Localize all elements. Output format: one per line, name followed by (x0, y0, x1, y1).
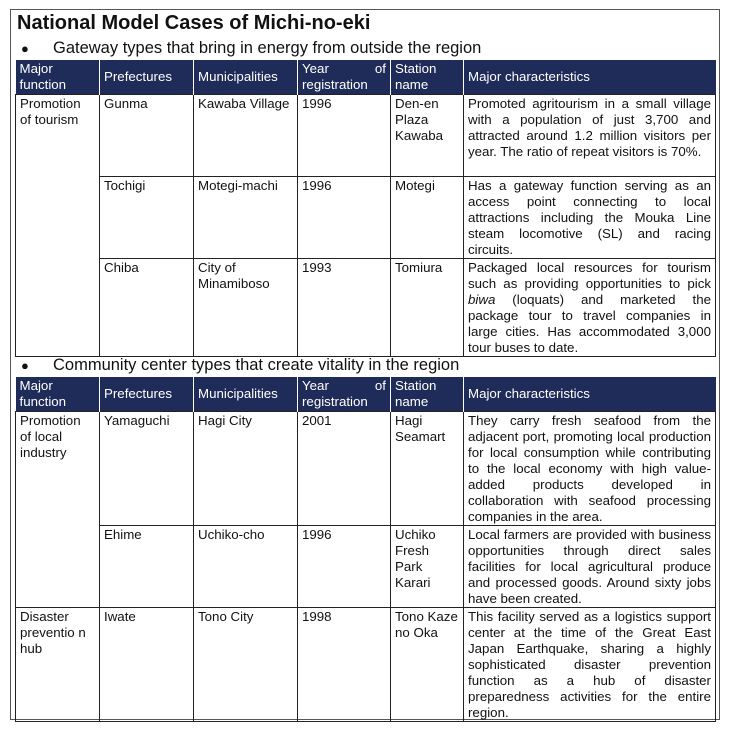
section-heading-text: Gateway types that bring in energy from outside the region (53, 39, 482, 57)
header-year-word: Year (302, 61, 329, 76)
cell-station: Den-en Plaza Kawaba (391, 95, 464, 177)
header-municipalities: Municipalities (194, 377, 298, 412)
bullet-icon: ● (21, 358, 29, 373)
header-year-of: of (374, 378, 386, 393)
header-year (298, 377, 391, 412)
cell-function: Promotion of tourism (16, 95, 100, 357)
cell-municipality: Tono City (194, 608, 298, 722)
header-year-of: of (374, 61, 386, 76)
cell-characteristics: Promoted agritourism in a small village with a population of just 3,700 and attracted around 1.2 million visitors per year. The ratio of repeat visitors is 70%. (464, 95, 716, 177)
cell-municipality: Hagi City (194, 412, 298, 526)
header-municipalities: Municipalities (194, 60, 298, 95)
cell-municipality: Kawaba Village (194, 95, 298, 177)
table-row (16, 526, 716, 608)
cell-prefecture: Yamaguchi (100, 412, 194, 526)
table-row (16, 608, 716, 722)
cell-year: 1993 (298, 259, 391, 357)
table-row (16, 95, 716, 177)
cell-characteristics: Local farmers are provided with business opportunities through direct sales facilities for local agricultural produce and processed goods. Around sixty jobs have been created. (464, 526, 716, 608)
cell-station: Tomiura (391, 259, 464, 357)
cell-function: Promotion of local industry (16, 412, 100, 608)
header-characteristics: Major characteristics (464, 60, 716, 95)
cell-station: Tono Kaze no Oka (391, 608, 464, 722)
section-heading-community (21, 356, 459, 375)
header-year (298, 60, 391, 95)
cell-characteristics: This facility served as a logistics support center at the time of the Great East Japan Earthquake, sharing a highly sophisticated disaster prevention function as a hub of disaster preparedness activities for the entire region. (464, 608, 716, 722)
cell-year: 1996 (298, 177, 391, 259)
page-title: National Model Cases of Michi-no-eki (17, 12, 371, 34)
cell-function: Disaster preventio n hub (16, 608, 100, 722)
header-year-registration: registration (302, 394, 368, 409)
cell-prefecture: Iwate (100, 608, 194, 722)
characteristics-text: Packaged local resources for tourism such as providing opportunities to pick (468, 260, 711, 291)
header-year-word: Year (302, 378, 329, 393)
header-major-function: Major function (16, 377, 100, 412)
characteristics-text: (loquats) and marketed the package tour to travel companies in large cities. Has accommodated 3,000 tour buses to date. (468, 292, 711, 355)
community-table (15, 377, 716, 722)
header-prefectures: Prefectures (100, 377, 194, 412)
cell-prefecture: Tochigi (100, 177, 194, 259)
section-heading-text: Community center types that create vitality in the region (53, 356, 460, 374)
cell-year: 1998 (298, 608, 391, 722)
gateway-table (15, 60, 716, 357)
header-station-name: Station name (391, 60, 464, 95)
cell-station: Hagi Seamart (391, 412, 464, 526)
header-characteristics: Major characteristics (464, 377, 716, 412)
cell-prefecture: Ehime (100, 526, 194, 608)
cell-municipality: Motegi-machi (194, 177, 298, 259)
header-prefectures: Prefectures (100, 60, 194, 95)
cell-station: Uchiko Fresh Park Karari (391, 526, 464, 608)
cell-year: 1996 (298, 95, 391, 177)
cell-characteristics: Has a gateway function serving as an access point connecting to local attractions including the Mouka Line steam locomotive (SL) and racing circuits. (464, 177, 716, 259)
cell-municipality: Uchiko-cho (194, 526, 298, 608)
characteristics-emphasis: biwa (468, 292, 496, 307)
cell-municipality: City of Minamiboso (194, 259, 298, 357)
cell-prefecture: Chiba (100, 259, 194, 357)
document-frame (10, 9, 720, 720)
header-major-function: Major function (16, 60, 100, 95)
table-row (16, 259, 716, 357)
cell-station: Motegi (391, 177, 464, 259)
header-year-registration: registration (302, 77, 368, 92)
table-row (16, 177, 716, 259)
cell-year: 2001 (298, 412, 391, 526)
table-row (16, 412, 716, 526)
cell-characteristics (464, 259, 716, 357)
section-heading-gateway (21, 39, 481, 58)
cell-year: 1996 (298, 526, 391, 608)
bullet-icon: ● (21, 41, 29, 56)
table-header-row (16, 377, 716, 412)
header-station-name: Station name (391, 377, 464, 412)
table-header-row (16, 60, 716, 95)
cell-prefecture: Gunma (100, 95, 194, 177)
cell-characteristics: They carry fresh seafood from the adjacent port, promoting local production for local consumption while contributing to the local economy with high value-added products developed in collaboration with seafood processing companies in the area. (464, 412, 716, 526)
